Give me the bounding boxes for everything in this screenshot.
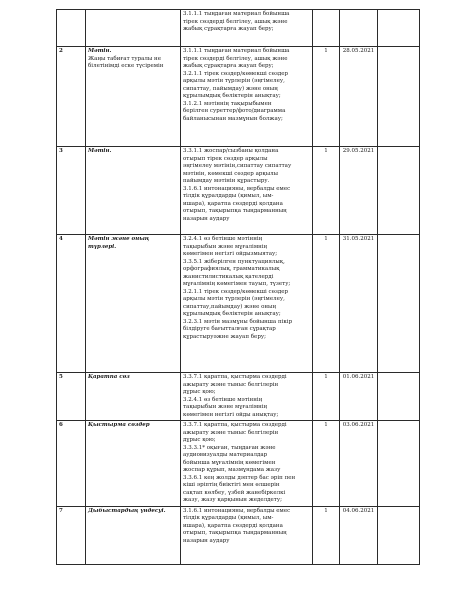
objective-line: көмегімен негізгі ойдызмыятау; — [183, 251, 278, 257]
notes-cell — [378, 506, 420, 564]
lesson-topic: Қыстырма сөздер — [88, 422, 150, 428]
lesson-hours: 1 — [313, 235, 340, 373]
notes-cell — [378, 235, 420, 373]
lesson-topic-cell — [86, 147, 181, 235]
lesson-hours: 1 — [313, 147, 340, 235]
objective-line: білдіруге бағытталған сұрақтар — [183, 326, 276, 332]
learning-objectives — [181, 47, 313, 147]
learning-objectives — [181, 10, 313, 47]
lesson-topic-cell — [86, 235, 181, 373]
lesson-number: 7 — [57, 506, 86, 564]
objective-line: тірек сөздерді белгілеу, ашық және — [183, 18, 288, 25]
objective-line: назарын аудару — [183, 537, 230, 544]
lesson-topic: Мәтін. — [88, 48, 112, 54]
objective-line: жабық сұрақтарға жауап беру; — [183, 26, 274, 32]
objective-line: 3.3.5.1 жіберілген пунктуациялық, — [183, 258, 285, 265]
lesson-date: 01.06.2021 — [340, 373, 378, 421]
lesson-number: 6 — [57, 421, 86, 507]
objective-line: бойынша мұғалімнің көмегімен — [183, 459, 276, 466]
objective-line: арқылы мәтін түрлерін (әңгімелеу, — [183, 296, 285, 302]
notes-cell — [378, 10, 420, 47]
learning-objectives — [181, 421, 313, 507]
objective-line: 3.1.1.1 тыңдаған материал бойынша — [183, 11, 290, 17]
objective-line: жанистилистикалық қателерді — [183, 273, 274, 280]
objective-line: 3.1.6.1 интонацияны, вербалды емес — [183, 185, 291, 192]
objective-line: дұрыс қою; — [183, 437, 216, 443]
lesson-topic-cell — [86, 373, 181, 421]
lesson-hours: 1 — [313, 506, 340, 564]
notes-cell — [378, 47, 420, 147]
objective-line: мәтінін, көмекші сөздер арқылы — [183, 170, 278, 177]
objective-line: құрылымдық бөліктерін анықтау; — [183, 311, 281, 317]
objective-line: 3.3.7.1 қаратпа, қыстырма сөздерді — [183, 374, 287, 380]
learning-objectives — [181, 147, 313, 235]
objective-line: назарын аудару — [183, 215, 230, 222]
lesson-hours: 1 — [313, 47, 340, 147]
lesson-hours: 1 — [313, 421, 340, 507]
objective-line: 3.2.4.1 өз бетінше мәтіннің — [183, 396, 263, 403]
objective-line: тілдік құралдарды (қимыл, ым- — [183, 193, 274, 199]
table-row — [57, 235, 420, 373]
objective-line: 3.2.1.1 тірек сөздер/көмекші сөздер — [183, 288, 289, 295]
lesson-topic-subtitle: Жаңы табиғат туралы не білетінімді еске түсіремін — [88, 55, 164, 69]
objective-line: құрылымдық бөліктерін анықтау; — [183, 93, 281, 99]
lesson-date — [340, 10, 378, 47]
objective-line: тірек сөздерді белгілеу, ашық және — [183, 55, 288, 62]
lesson-number: 2 — [57, 47, 86, 147]
objective-line: арқылы мәтін түрлерін (әңгімелеу, — [183, 78, 285, 84]
lesson-plan-body — [57, 10, 420, 565]
learning-objectives — [181, 235, 313, 373]
lesson-number: 5 — [57, 373, 86, 421]
objective-line: жабық сұрақтарға жауап беру; — [183, 63, 274, 69]
lesson-topic-cell — [86, 10, 181, 47]
lesson-date: 03.06.2021 — [340, 421, 378, 507]
objective-line: 3.2.1.1 тірек сөздер/көмекші сөздер — [183, 70, 289, 77]
lesson-date: 29.05.2021 — [340, 147, 378, 235]
lesson-topic: Қаратпа сөз — [88, 374, 130, 380]
objective-line: кіші әріптің биіктігі мен өлшерін — [183, 482, 280, 488]
lesson-plan-table — [56, 9, 420, 565]
objective-line: мұғалімнің көмегімен тауып, түзету; — [183, 281, 291, 287]
objective-line: тілдік құралдарды (қимыл, ым- — [183, 515, 274, 521]
objective-line: отырып, тақырыпқа тыңдарманның — [183, 208, 287, 214]
table-row — [57, 373, 420, 421]
lesson-date: 31.05.2021 — [340, 235, 378, 373]
table-row — [57, 47, 420, 147]
objective-line: 3.1.2.1 мәтіннің тақырыбымен — [183, 100, 272, 107]
objective-line: байланысынан мазмұнын болжау; — [183, 115, 283, 122]
objective-line: сақтап көлбеу, үзбей жанебіркелкі — [183, 489, 286, 496]
lesson-topic-cell — [86, 506, 181, 564]
objective-line: пайымдау мәтінін құрастыру. — [183, 178, 270, 184]
lesson-hours — [313, 10, 340, 47]
lesson-date: 04.06.2021 — [340, 506, 378, 564]
objective-line: сипаттау,пайымдау) және оның — [183, 303, 276, 310]
objective-line: ажырату және тыныс белгілерін — [183, 429, 279, 436]
table-row — [57, 147, 420, 235]
objective-line: 3.2.4.1 өз бетінше мәтіннің — [183, 236, 263, 242]
lesson-number: 3 — [57, 147, 86, 235]
notes-cell — [378, 421, 420, 507]
objective-line: құрастыруәжне жауап беру; — [183, 333, 266, 340]
lesson-topic: Мәтін. — [88, 148, 112, 154]
lesson-topic: Дыбыстардың үндесуі. — [88, 507, 166, 514]
objective-line: көмегімен негізгі ойды анықтау; — [183, 411, 279, 418]
lesson-number — [57, 10, 86, 47]
objective-line: 3.2.3.1 мәтін мазмұны бойынша пікір — [183, 318, 293, 325]
lesson-topic: Мәтін және оның түрлері. — [88, 236, 150, 250]
table-row — [57, 10, 420, 47]
objective-line: отырып тірек сөздер арқылы — [183, 155, 268, 162]
lesson-hours: 1 — [313, 373, 340, 421]
objective-line: 3.3.7.1 қаратпа, қыстырма сөздерді — [183, 422, 287, 428]
objective-line: аудиовизуалды материалдар — [183, 452, 268, 458]
objective-line: 3.3.3.1* оқыған, тыңдаған және — [183, 444, 276, 451]
objective-line: орфографиялық, грамматикалық — [183, 266, 280, 272]
objective-line: ишара), қаратпа сөздерді қолдана — [183, 200, 283, 207]
objective-line: ажырату және тыныс белгілерін — [183, 381, 279, 388]
objective-line: әңгімелеу мәтінін,сипаттау сипаттау — [183, 163, 292, 169]
learning-objectives — [181, 373, 313, 421]
objective-line: 3.3.6.1 кең жолды дәптер бас әріп пен — [183, 474, 296, 481]
objective-line: 3.1.1.1 тыңдаған материал бойынша — [183, 48, 290, 54]
objective-line: отырып, тақырыпқа тыңдарманның — [183, 530, 287, 536]
objective-line: 3.3.1.1 жоспар/сызбаны қолдана — [183, 148, 279, 154]
objective-line: жоспар құрып, мазмұндама жазу — [183, 467, 281, 473]
table-row — [57, 421, 420, 507]
objective-line: ишара), қаратпа сөздерді қолдана — [183, 522, 283, 529]
notes-cell — [378, 147, 420, 235]
objective-line: сипаттау, пайымдау) және оның — [183, 85, 278, 92]
lesson-number: 4 — [57, 235, 86, 373]
objective-line: дұрыс қою; — [183, 389, 216, 395]
lesson-topic-cell — [86, 421, 181, 507]
lesson-topic-cell — [86, 47, 181, 147]
objective-line: тақырыбын және мұғалімнің — [183, 404, 268, 410]
learning-objectives — [181, 506, 313, 564]
objective-line: тақырыбын және мұғалімнің — [183, 243, 268, 250]
objective-line: 3.1.6.1 интонацияны, вербалды емес — [183, 507, 291, 514]
table-row — [57, 506, 420, 564]
objective-line: берілген суреттер/фото/диаграмма — [183, 108, 286, 114]
lesson-date: 28.05.2021 — [340, 47, 378, 147]
notes-cell — [378, 373, 420, 421]
objective-line: жазу, жазу қарқынын жеделдету; — [183, 497, 282, 503]
